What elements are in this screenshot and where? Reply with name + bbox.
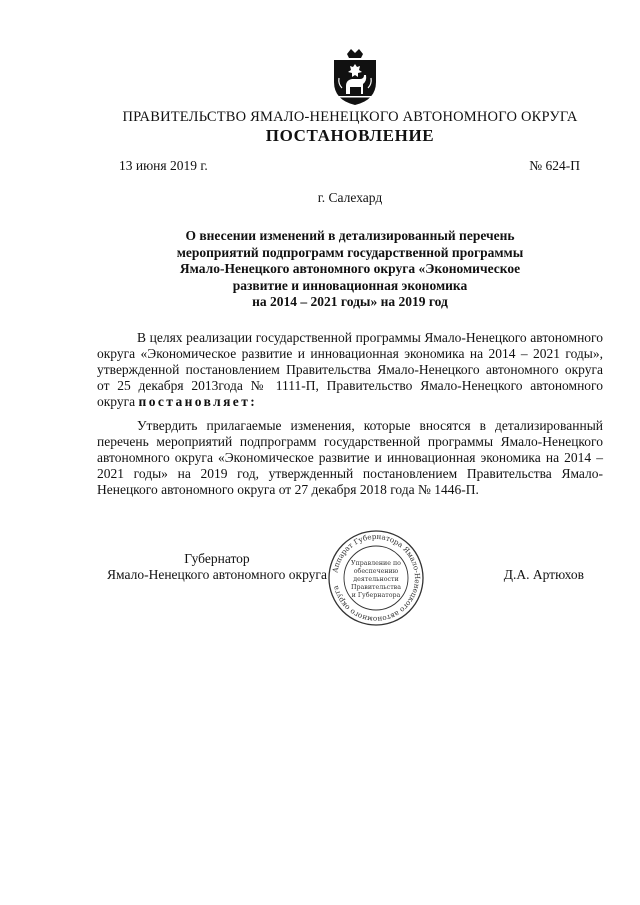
stamp-inner-line: и Губернатора (351, 592, 401, 599)
stamp-inner-line: Управление по (351, 560, 401, 567)
paragraph-text: В целях реализации государственной программы Ямало-Ненецкого автономного округа «Экономическое развитие и инновационная экономика на 2014 – 2021 годы», утвержденной постановлением Правительства Ямало-Ненецкого автономного округа от 25 декабря 2013года № 1111-П, Правительство Ямало-Ненецкого автономного округа (97, 330, 603, 409)
subject-line: О внесении изменений в детализированный перечень (185, 228, 515, 243)
signatory-name: Д.А. Артюхов (503, 567, 584, 582)
stamp-inner-line: Правительства (351, 584, 401, 591)
body-paragraph-1 (97, 330, 603, 410)
signatory-title (97, 551, 337, 583)
document-subject (140, 228, 560, 311)
document-city: г. Салехард (317, 190, 383, 205)
stamp-inner-line: деятельности (353, 576, 399, 583)
subject-line: на 2014 – 2021 годы» на 2019 год (252, 294, 448, 309)
stamp-inner-line: обеспечению (353, 568, 399, 575)
stamp-outer-text: Аппарат Губернатора Ямало-Ненецкого автономного округа (330, 531, 423, 625)
document-date: 13 июня 2019 г. (119, 158, 208, 173)
signatory-title-line: Губернатор (184, 551, 250, 566)
coat-of-arms-emblem (330, 48, 380, 106)
document-type: ПОСТАНОВЛЕНИЕ (265, 126, 435, 145)
government-title: ПРАВИТЕЛЬСТВО ЯМАЛО-НЕНЕЦКОГО АВТОНОМНОГО ОКРУГА (122, 109, 578, 125)
subject-line: мероприятий подпрограмм государственной программы (176, 244, 524, 260)
body-paragraph-2: Утвердить прилагаемые изменения, которые вносятся в детализированный перечень мероприятий подпрограмм государственной программы Ямало-Ненецкого автономного округа «Экономическое развитие и инновационная экономика на 2014 – 2021 годы» на 2019 год, утвержденный постановлением Правительства Ямало-Ненецкого автономного округа от 27 декабря 2018 года № 1446-П. (97, 418, 603, 497)
subject-line: Ямало-Ненецкого автономного округа «Экономическое (179, 261, 521, 276)
document-number: № 624-П (529, 158, 580, 173)
decree-keyword: постановляет: (138, 394, 258, 409)
official-seal-stamp (326, 528, 426, 628)
signatory-title-line: Ямало-Ненецкого автономного округа (107, 567, 327, 582)
subject-line: развитие и инновационная экономика (232, 277, 468, 293)
